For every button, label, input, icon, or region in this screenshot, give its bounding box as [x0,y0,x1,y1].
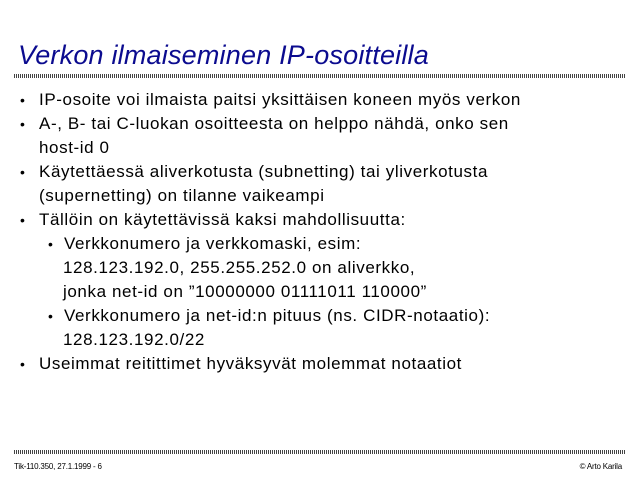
bullet-text: A-, B- tai C-luokan osoitteesta on helppo nähdä, onko sen [39,114,509,133]
sub-bullet-item [20,304,626,328]
bullet-item [20,160,626,184]
footer-course-info: Tik-110.350, 27.1.1999 - 6 [14,462,102,471]
bullet-text: 128.123.192.0, 255.255.252.0 on aliverkko, [63,258,416,277]
bullet-text: host-id 0 [39,138,110,157]
bullet-text: IP-osoite voi ilmaista paitsi yksittäisen koneen myös verkon [39,90,521,109]
sub-bullet-continuation [20,328,626,352]
footer-copyright: © Arto Karila [579,462,622,471]
bullet-text: (supernetting) on tilanne vaikeampi [39,186,325,205]
bullet-text: Useimmat reitittimet hyväksyvät molemmat notaatiot [39,354,463,373]
bullet-item [20,208,626,232]
bullet-icon: • [20,92,26,108]
bullet-text: Käytettäessä aliverkotusta (subnetting) tai yliverkotusta [39,162,489,181]
bullet-text: 128.123.192.0/22 [63,330,205,349]
bullet-continuation [20,136,626,160]
bullet-text: Tällöin on käytettävissä kaksi mahdollisuutta: [39,210,406,229]
sub-bullet-continuation [20,280,626,304]
bullet-icon: • [20,212,26,228]
footer-divider [14,450,626,454]
bullet-text: Verkkonumero ja net-id:n pituus (ns. CIDR-notaatio): [64,306,491,325]
bullet-item [20,352,626,376]
bullet-continuation [20,184,626,208]
bullet-icon: • [20,116,26,132]
title-divider [14,74,626,78]
bullet-icon: • [48,308,54,324]
bullet-icon: • [20,164,26,180]
bullet-text: jonka net-id on ”10000000 01111011 110000” [63,282,427,301]
bullet-item [20,88,626,112]
sub-bullet-continuation [20,256,626,280]
slide-body [20,88,626,376]
bullet-text: Verkkonumero ja verkkomaski, esim: [64,234,362,253]
sub-bullet-item [20,232,626,256]
bullet-icon: • [20,356,26,372]
slide-title: Verkon ilmaiseminen IP-osoitteilla [18,40,429,70]
bullet-icon: • [48,236,54,252]
bullet-item [20,112,626,136]
